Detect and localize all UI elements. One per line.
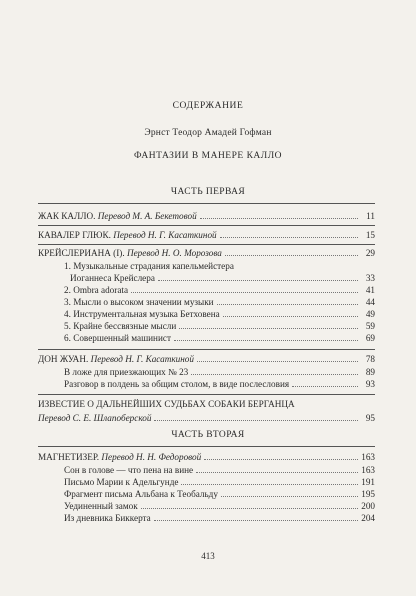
toc-subentry: В ложе для приезжающих № 23 89 xyxy=(64,367,375,377)
part2-label: ЧАСТЬ ВТОРАЯ xyxy=(171,430,245,440)
toc-subentry: Сон в голове — что пена на вине 163 xyxy=(64,465,375,475)
author-name: Эрнст Теодор Амадей Гофман xyxy=(144,128,272,138)
toc-subentry: Письмо Марии к Адельгунде 191 xyxy=(64,477,375,487)
toc-subentry: 3. Мысли о высоком значении музыки 44 xyxy=(64,297,375,307)
toc-title: СОДЕРЖАНИЕ xyxy=(172,101,244,111)
entry-divider xyxy=(38,244,375,245)
toc-entry: КАВАЛЕР ГЛЮК. Перевод Н. Г. Касаткиной 15 xyxy=(38,230,375,240)
entry-divider xyxy=(38,394,375,395)
page-number: 413 xyxy=(201,551,215,561)
toc-subentry: Разговор в полдень за общим столом, в виде послесловия 93 xyxy=(64,379,375,389)
toc-subentry: 4. Инструментальная музыка Бетховена 49 xyxy=(64,309,375,319)
toc-entry: ИЗВЕСТИЕ О ДАЛЬНЕЙШИХ СУДЬБАХ СОБАКИ БЕРГАНЦА xyxy=(38,399,295,409)
part1-rule xyxy=(38,203,375,204)
part2-rule xyxy=(38,446,375,447)
toc-entry: ДОН ЖУАН. Перевод Н. Г. Касаткиной 78 xyxy=(38,354,375,364)
toc-subentry: 1. Музыкальные страдания капельмейстера xyxy=(64,261,234,271)
toc-entry: ЖАК КАЛЛО. Перевод М. А. Бекетовой 11 xyxy=(38,211,375,221)
entry-divider xyxy=(38,225,375,226)
toc-entry: МАГНЕТИЗЕР. Перевод Н. Н. Федоровой 163 xyxy=(38,452,375,462)
toc-entry: КРЕЙСЛЕРИАНА (I). Перевод Н. О. Морозова 29 xyxy=(38,248,375,258)
toc-subentry: Из дневника Биккерта 204 xyxy=(64,513,375,523)
entry-divider xyxy=(38,349,375,350)
toc-subentry: Уединенный замок 200 xyxy=(64,501,375,511)
toc-subentry: 2. Ombra adorata 41 xyxy=(64,285,375,295)
toc-subentry: 5. Крайне бессвязные мысли 59 xyxy=(64,321,375,331)
book-title: ФАНТАЗИИ В МАНЕРЕ КАЛЛО xyxy=(133,151,283,161)
toc-entry-translator: Перевод С. Е. Шлапоберской 95 xyxy=(38,413,375,423)
toc-subentry: Иоганнеса Крейслера 33 xyxy=(70,273,375,283)
toc-subentry: 6. Совершенный машинист 69 xyxy=(64,333,375,343)
part1-label: ЧАСТЬ ПЕРВАЯ xyxy=(170,187,246,197)
toc-subentry: Фрагмент письма Альбана к Теобальду 195 xyxy=(64,489,375,499)
